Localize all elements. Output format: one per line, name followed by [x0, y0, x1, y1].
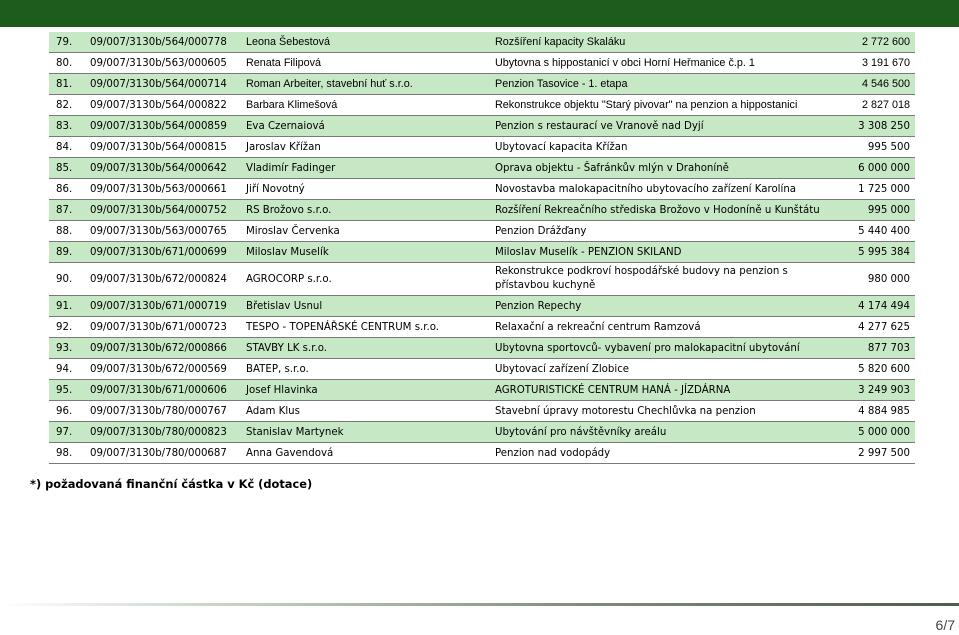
grant-amount: 980 000	[823, 263, 915, 296]
grant-amount: 4 174 494	[823, 296, 915, 317]
project-name: Ubytovna sportovců- vybavení pro malokapacitní ubytování	[492, 338, 823, 359]
project-name: Penzion Tasovice - 1. etapa	[492, 74, 823, 95]
applicant-name: AGROCORP s.r.o.	[243, 263, 492, 296]
project-name: Ubytování pro návštěvníky areálu	[492, 422, 823, 443]
registration-number: 09/007/3130b/671/000723	[87, 317, 243, 338]
grant-amount: 5 440 400	[823, 221, 915, 242]
table-row	[49, 221, 915, 242]
project-name: Oprava objektu - Šafránkův mlýn v Drahoníně	[492, 158, 823, 179]
grant-amount: 6 000 000	[823, 158, 915, 179]
project-name: AGROTURISTICKÉ CENTRUM HANÁ - JÍZDÁRNA	[492, 380, 823, 401]
registration-number: 09/007/3130b/564/000822	[87, 95, 243, 116]
row-number: 93.	[49, 338, 87, 359]
applicant-name: Barbara Klimešová	[243, 95, 492, 116]
applicant-name: Eva Czernaiová	[243, 116, 492, 137]
registration-number: 09/007/3130b/563/000661	[87, 179, 243, 200]
row-number: 97.	[49, 422, 87, 443]
applicant-name: Vladimír Fadinger	[243, 158, 492, 179]
applicant-name: Jaroslav Křížan	[243, 137, 492, 158]
applicant-name: TESPO - TOPENÁŘSKÉ CENTRUM s.r.o.	[243, 317, 492, 338]
applicant-name: Anna Gavendová	[243, 443, 492, 464]
applicant-name: Josef Hlavinka	[243, 380, 492, 401]
project-name: Penzion Drážďany	[492, 221, 823, 242]
registration-number: 09/007/3130b/672/000569	[87, 359, 243, 380]
row-number: 90.	[49, 263, 87, 296]
project-name: Stavební úpravy motorestu Chechlůvka na penzion	[492, 401, 823, 422]
grant-amount: 877 703	[823, 338, 915, 359]
table-row	[49, 116, 915, 137]
project-name: Penzion Repechy	[492, 296, 823, 317]
registration-number: 09/007/3130b/564/000778	[87, 32, 243, 53]
grant-amount: 2 827 018	[823, 95, 915, 116]
project-name: Rekonstrukce podkroví hospodářské budovy na penzion s přístavbou kuchyně	[492, 263, 823, 296]
row-number: 82.	[49, 95, 87, 116]
project-name: Ubytovací kapacita Křížan	[492, 137, 823, 158]
row-number: 91.	[49, 296, 87, 317]
table-row	[49, 242, 915, 263]
registration-number: 09/007/3130b/671/000606	[87, 380, 243, 401]
applicant-name: Břetislav Usnul	[243, 296, 492, 317]
row-number: 84.	[49, 137, 87, 158]
footer-divider	[0, 603, 959, 606]
row-number: 92.	[49, 317, 87, 338]
table-row	[49, 32, 915, 53]
table-row	[49, 380, 915, 401]
table-row	[49, 179, 915, 200]
grant-amount: 2 772 600	[823, 32, 915, 53]
grant-amount: 3 308 250	[823, 116, 915, 137]
grants-table	[49, 32, 915, 464]
grant-amount: 995 500	[823, 137, 915, 158]
registration-number: 09/007/3130b/564/000752	[87, 200, 243, 221]
row-number: 85.	[49, 158, 87, 179]
applicant-name: Miloslav Muselík	[243, 242, 492, 263]
project-name: Novostavba malokapacitního ubytovacího zařízení Karolína	[492, 179, 823, 200]
table-row	[49, 359, 915, 380]
row-number: 94.	[49, 359, 87, 380]
registration-number: 09/007/3130b/672/000866	[87, 338, 243, 359]
table-row	[49, 338, 915, 359]
row-number: 87.	[49, 200, 87, 221]
table-row	[49, 137, 915, 158]
row-number: 79.	[49, 32, 87, 53]
applicant-name: Adam Klus	[243, 401, 492, 422]
project-name: Penzion s restaurací ve Vranově nad Dyjí	[492, 116, 823, 137]
table-row	[49, 263, 915, 296]
table-row	[49, 422, 915, 443]
registration-number: 09/007/3130b/780/000767	[87, 401, 243, 422]
table-row	[49, 74, 915, 95]
applicant-name: RS Brožovo s.r.o.	[243, 200, 492, 221]
grant-amount: 3 249 903	[823, 380, 915, 401]
project-name: Rekonstrukce objektu "Starý pivovar" na penzion a hippostanici	[492, 95, 823, 116]
row-number: 96.	[49, 401, 87, 422]
row-number: 98.	[49, 443, 87, 464]
project-name: Penzion nad vodopády	[492, 443, 823, 464]
registration-number: 09/007/3130b/563/000765	[87, 221, 243, 242]
registration-number: 09/007/3130b/672/000824	[87, 263, 243, 296]
table-row	[49, 53, 915, 74]
row-number: 80.	[49, 53, 87, 74]
registration-number: 09/007/3130b/671/000719	[87, 296, 243, 317]
row-number: 81.	[49, 74, 87, 95]
row-number: 83.	[49, 116, 87, 137]
registration-number: 09/007/3130b/780/000687	[87, 443, 243, 464]
table-row	[49, 158, 915, 179]
page-number: 6/7	[935, 617, 955, 633]
table-row	[49, 317, 915, 338]
applicant-name: Miroslav Červenka	[243, 221, 492, 242]
row-number: 95.	[49, 380, 87, 401]
footnote: *) požadovaná finanční částka v Kč (dotace)	[30, 477, 313, 491]
row-number: 88.	[49, 221, 87, 242]
registration-number: 09/007/3130b/563/000605	[87, 53, 243, 74]
project-name: Rozšíření kapacity Skaláku	[492, 32, 823, 53]
grant-amount: 2 997 500	[823, 443, 915, 464]
grant-amount: 4 546 500	[823, 74, 915, 95]
grant-amount: 4 884 985	[823, 401, 915, 422]
registration-number: 09/007/3130b/671/000699	[87, 242, 243, 263]
table-row	[49, 296, 915, 317]
table-row	[49, 200, 915, 221]
header-bar	[0, 0, 959, 27]
grant-amount: 5 995 384	[823, 242, 915, 263]
project-name: Miloslav Muselík - PENZION SKILAND	[492, 242, 823, 263]
registration-number: 09/007/3130b/564/000815	[87, 137, 243, 158]
grant-amount: 5 820 600	[823, 359, 915, 380]
grant-amount: 995 000	[823, 200, 915, 221]
applicant-name: BATEP, s.r.o.	[243, 359, 492, 380]
table-row	[49, 443, 915, 464]
grant-amount: 5 000 000	[823, 422, 915, 443]
project-name: Relaxační a rekreační centrum Ramzová	[492, 317, 823, 338]
table-row	[49, 401, 915, 422]
applicant-name: STAVBY LK s.r.o.	[243, 338, 492, 359]
project-name: Ubytovna s hippostanicí v obci Horní Heřmanice č.p. 1	[492, 53, 823, 74]
registration-number: 09/007/3130b/780/000823	[87, 422, 243, 443]
applicant-name: Jiří Novotný	[243, 179, 492, 200]
applicant-name: Roman Arbeiter, stavební huť s.r.o.	[243, 74, 492, 95]
registration-number: 09/007/3130b/564/000642	[87, 158, 243, 179]
table-row	[49, 95, 915, 116]
project-name: Ubytovací zařízení Zlobice	[492, 359, 823, 380]
row-number: 86.	[49, 179, 87, 200]
grant-amount: 4 277 625	[823, 317, 915, 338]
grant-amount: 1 725 000	[823, 179, 915, 200]
applicant-name: Renata Filipová	[243, 53, 492, 74]
project-name: Rozšíření Rekreačního střediska Brožovo v Hodoníně u Kunštátu	[492, 200, 823, 221]
row-number: 89.	[49, 242, 87, 263]
registration-number: 09/007/3130b/564/000859	[87, 116, 243, 137]
grant-amount: 3 191 670	[823, 53, 915, 74]
applicant-name: Stanislav Martynek	[243, 422, 492, 443]
applicant-name: Leona Šebestová	[243, 32, 492, 53]
registration-number: 09/007/3130b/564/000714	[87, 74, 243, 95]
